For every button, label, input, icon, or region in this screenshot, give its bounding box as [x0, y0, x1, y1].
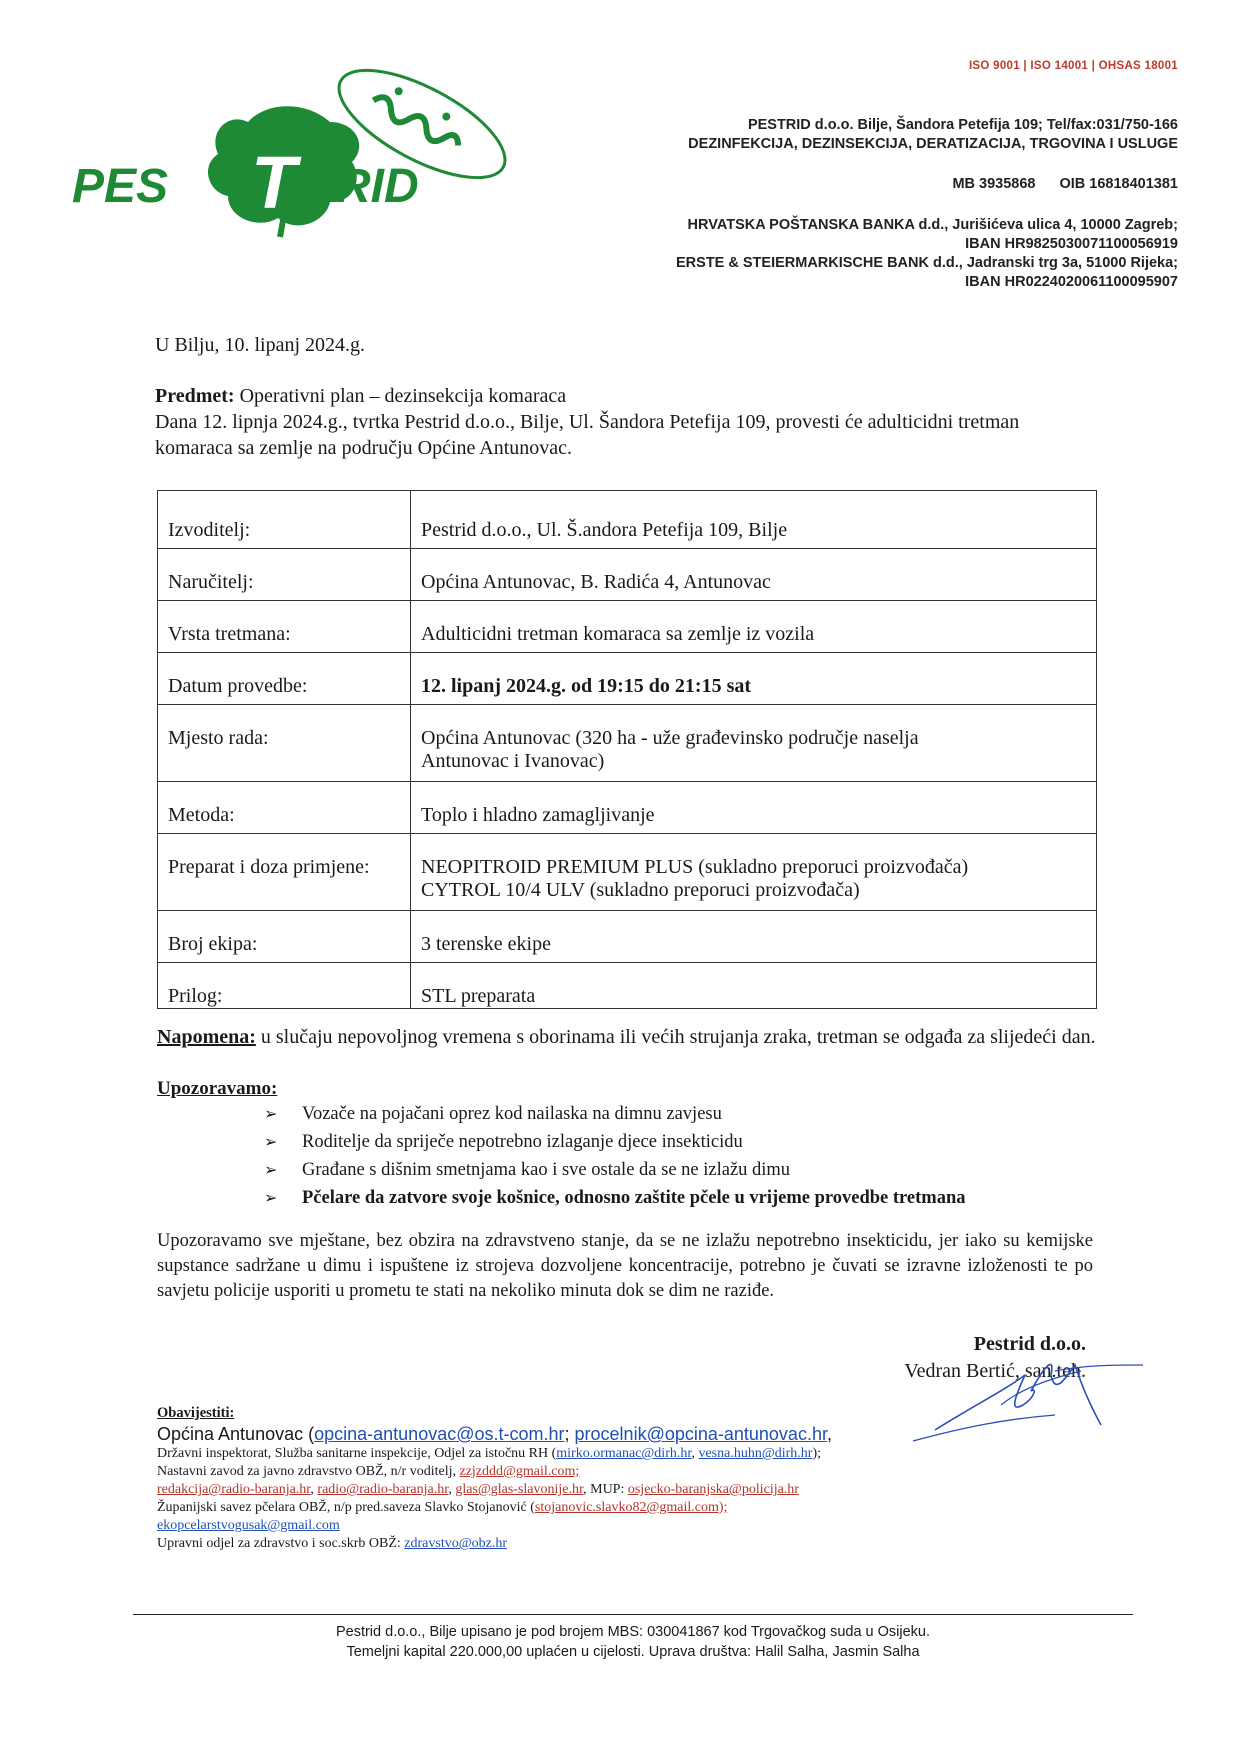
table-row — [158, 963, 1097, 1009]
separator: , — [691, 1446, 699, 1461]
row-value: 3 terenske ekipe — [411, 911, 1097, 963]
email-link[interactable]: procelnik@opcina-antunovac.hr — [574, 1424, 827, 1444]
arrow-bullet-icon: ➢ — [264, 1160, 278, 1179]
signature-company: Pestrid d.o.o. — [973, 1333, 1086, 1355]
notify-main-text: Općina Antunovac ( — [157, 1424, 315, 1444]
email-link[interactable]: zzjzddd@gmail.com; — [459, 1464, 580, 1479]
table-row — [158, 601, 1097, 653]
notify-line — [157, 1517, 1117, 1535]
email-link[interactable]: redakcija@radio-baranja.hr — [157, 1482, 311, 1497]
row-value — [411, 705, 1097, 782]
email-link[interactable]: zdravstvo@obz.hr — [404, 1536, 507, 1551]
subject-body: Dana 12. lipnja 2024.g., tvrtka Pestrid d.o.o., Bilje, Ul. Šandora Petefija 109, provesti će adulticidni tretman komaraca sa zemlje na području Općine Antunovac. — [155, 411, 1020, 459]
warning-paragraph: Upozoravamo sve mještane, bez obzira na zdravstveno stanje, da se ne izlažu nepotrebno insekticidu, jer iako su kemijske supstance sadržane u dimu i ispuštene iz strojeva dozvoljene koncentracije, potrebno je čuvati se izravne izloženosti te po savjetu policije usporiti u prometu te stati na nekoliko minuta dok se dim ne raziđe. — [157, 1231, 1093, 1301]
row-key: Preparat i doza primjene: — [158, 834, 411, 911]
row-key: Datum provedbe: — [158, 653, 411, 705]
table-row — [158, 782, 1097, 834]
subject-block — [155, 383, 1095, 461]
notify-text: Upravni odjel za zdravstvo i soc.skrb OBŽ: — [157, 1536, 405, 1551]
email-link[interactable]: glas@glas-slavonije.hr — [455, 1482, 584, 1497]
company-oib: OIB 16818401381 — [1059, 176, 1178, 192]
email-link[interactable]: opcina-antunovac@os.t-com.hr — [314, 1424, 565, 1444]
row-key: Broj ekipa: — [158, 911, 411, 963]
signature-person: Vedran Bertić, san.teh. — [904, 1360, 1086, 1382]
separator: ); — [812, 1446, 822, 1461]
notify-line — [157, 1481, 1117, 1499]
row-key: Vrsta tretmana: — [158, 601, 411, 653]
arrow-bullet-icon: ➢ — [264, 1188, 278, 1207]
email-link[interactable]: ekopcelarstvogusak@gmail.com — [157, 1518, 340, 1533]
email-link[interactable]: stojanovic.slavko82@gmail.com); — [534, 1500, 728, 1515]
bank2-iban: IBAN HR0224020061100095907 — [965, 274, 1178, 290]
notify-line — [157, 1445, 1117, 1463]
logo-text-center: T — [251, 141, 297, 224]
list-item — [264, 1100, 965, 1128]
date-line: U Bilju, 10. lipanj 2024.g. — [155, 334, 365, 356]
company-address: PESTRID d.o.o. Bilje, Šandora Petefija 109; Tel/fax:031/750-166 — [747, 117, 1178, 133]
table-row — [158, 705, 1097, 782]
table-row — [158, 549, 1097, 601]
subject-label: Predmet: — [155, 385, 235, 407]
pestrid-logo — [68, 62, 508, 262]
warning-text: Građane s dišnim smetnjama kao i sve ostale da se ne izlažu dimu — [302, 1160, 791, 1180]
company-mb: MB 3935868 — [952, 176, 1036, 192]
company-header — [538, 60, 1178, 292]
row-value: Općina Antunovac, B. Radića 4, Antunovac — [411, 549, 1097, 601]
company-ids — [538, 176, 1178, 192]
row-value-line2: CYTROL 10/4 ULV (sukladno preporuci proizvođača) — [421, 879, 860, 901]
row-key: Prilog: — [158, 963, 411, 1009]
notify-text: Županijski savez pčelara OBŽ, n/p pred.saveza Slavko Stojanović ( — [157, 1500, 535, 1515]
footer-line2: Temeljni kapital 220.000,00 uplaćen u cijelosti. Uprava društva: Halil Salha, Jasmin Salha — [346, 1644, 920, 1660]
bank1-iban: IBAN HR9825030071100056919 — [965, 236, 1178, 252]
iso-certifications: ISO 9001 | ISO 14001 | OHSAS 18001 — [968, 60, 1178, 72]
footer-divider — [133, 1614, 1133, 1615]
footer — [133, 1622, 1133, 1662]
warnings-title: Upozoravamo: — [157, 1078, 278, 1099]
row-value-line1: Općina Antunovac (320 ha - uže građevinsko područje naselja — [421, 727, 919, 749]
notify-heading: Obavijestiti: — [157, 1405, 235, 1421]
warnings-list — [264, 1100, 965, 1212]
separator: , — [310, 1482, 318, 1497]
row-value — [411, 834, 1097, 911]
row-value: STL preparata — [411, 963, 1097, 1009]
arrow-bullet-icon: ➢ — [264, 1132, 278, 1151]
email-link[interactable]: vesna.huhn@dirh.hr — [698, 1446, 813, 1461]
list-item — [264, 1156, 965, 1184]
separator: ; — [564, 1424, 575, 1444]
notify-line — [157, 1499, 1117, 1517]
notify-text: Državni inspektorat, Služba sanitarne inspekcije, Odjel za istočnu RH ( — [157, 1446, 557, 1461]
row-value: Adulticidni tretman komaraca sa zemlje iz vozila — [411, 601, 1097, 653]
warning-text: Vozače na pojačani oprez kod nailaska na dimnu zavjesu — [302, 1104, 722, 1124]
arrow-bullet-icon: ➢ — [264, 1104, 278, 1123]
notify-text: , MUP: — [583, 1482, 628, 1497]
email-link[interactable]: mirko.ormanac@dirh.hr — [556, 1446, 692, 1461]
details-table — [157, 490, 1097, 1009]
email-link[interactable]: radio@radio-baranja.hr — [317, 1482, 449, 1497]
notify-text: Nastavni zavod za javno zdravstvo OBŽ, n/r voditelj, — [157, 1464, 460, 1479]
note-label: Napomena: — [157, 1026, 256, 1048]
row-value-line2: Antunovac i Ivanovac) — [421, 750, 605, 772]
bank2-name: ERSTE & STEIERMARKISCHE BANK d.d., Jadranski trg 3a, 51000 Rijeka; — [676, 255, 1178, 271]
row-value: Toplo i hladno zamagljivanje — [411, 782, 1097, 834]
logo-text-left: PES — [72, 160, 169, 213]
bank1-name: HRVATSKA POŠTANSKA BANKA d.d., Jurišićeva ulica 4, 10000 Zagreb; — [687, 217, 1178, 233]
row-key: Izvoditelj: — [158, 491, 411, 549]
notify-line — [157, 1463, 1117, 1481]
footer-line1: Pestrid d.o.o., Bilje upisano je pod brojem MBS: 030041867 kod Trgovačkog suda u Osijeku. — [335, 1624, 931, 1640]
notify-main — [157, 1424, 1117, 1445]
warning-text: Roditelje da spriječe nepotrebno izlaganje djece insekticidu — [302, 1132, 743, 1152]
warning-text: Pčelare da zatvore svoje košnice, odnosno zaštite pčele u vrijeme provedbe tretmana — [302, 1188, 966, 1208]
row-value-line1: NEOPITROID PREMIUM PLUS (sukladno preporuci proizvođača) — [421, 856, 969, 878]
row-key: Mjesto rada: — [158, 705, 411, 782]
list-item — [264, 1184, 965, 1212]
row-key: Naručitelj: — [158, 549, 411, 601]
table-row — [158, 491, 1097, 549]
row-value: Pestrid d.o.o., Ul. Š.andora Petefija 109, Bilje — [411, 491, 1097, 549]
note-block — [157, 1025, 1097, 1049]
notify-line — [157, 1535, 1117, 1553]
note-text: u slučaju nepovoljnog vremena s oborinama ili većih strujanja zraka, tretman se odgađa za slijedeći dan. — [260, 1026, 1096, 1048]
notify-block — [157, 1405, 1117, 1553]
row-value: 12. lipanj 2024.g. od 19:15 do 21:15 sat — [411, 653, 1097, 705]
company-services: DEZINFEKCIJA, DEZINSEKCIJA, DERATIZACIJA, TRGOVINA I USLUGE — [688, 136, 1178, 152]
row-key: Metoda: — [158, 782, 411, 834]
subject-text: Operativni plan – dezinsekcija komaraca — [239, 385, 567, 407]
table-row — [158, 911, 1097, 963]
separator: , — [826, 1424, 832, 1444]
table-row — [158, 653, 1097, 705]
table-row — [158, 834, 1097, 911]
separator: , — [448, 1482, 456, 1497]
email-link[interactable]: osjecko-baranjska@policija.hr — [627, 1482, 799, 1497]
list-item — [264, 1128, 965, 1156]
logo-text-right: RID — [336, 160, 419, 213]
